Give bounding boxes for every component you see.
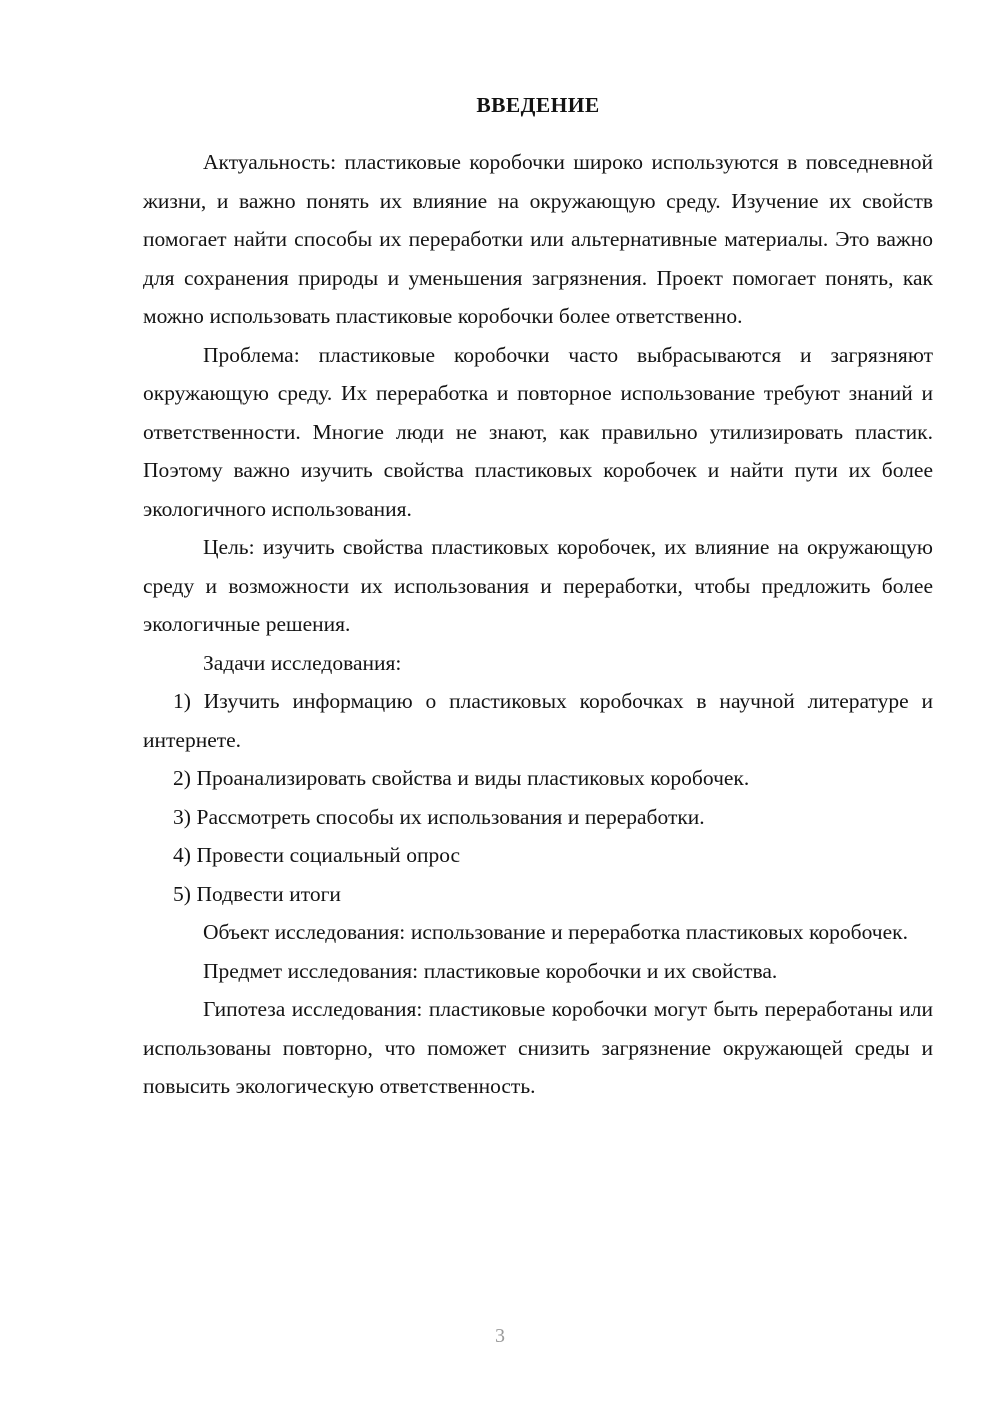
paragraph-problem: Проблема: пластиковые коробочки часто выбрасываются и загрязняют окружающую среду. Их переработка и повторное использование требуют знаний и ответственности. Многие люди не знают, как правильно утилизировать пластик. Поэтому важно изучить свойства пластиковых коробочек и найти пути их более экологичного использования. — [143, 342, 933, 521]
paragraph-subject: Предмет исследования: пластиковые коробочки и их свойства. — [203, 958, 778, 983]
page-title: ВВЕДЕНИЕ — [476, 93, 600, 117]
paragraph-goal: Цель: изучить свойства пластиковых коробочек, их влияние на окружающую среду и возможности их использования и переработки, чтобы предложить более экологичные решения. — [143, 535, 933, 636]
task-list-item-5: 5) Подвести итоги — [173, 881, 341, 906]
task-list-item-2: 2) Проанализировать свойства и виды пластиковых коробочек. — [173, 766, 750, 790]
paragraph-hypothesis: Гипотеза исследования: пластиковые коробочки могут быть переработаны или использованы повторно, что поможет снизить загрязнение окружающей среды и повысить экологическую ответственность. — [143, 997, 933, 1098]
task-list-item-3: 3) Рассмотреть способы их использования и переработки. — [173, 804, 705, 829]
task-list-item-1: 1) Изучить информацию о пластиковых коробочках в научной литературе и интернете. — [143, 689, 933, 752]
page-number: 3 — [495, 1325, 505, 1347]
task-list-item-4: 4) Провести социальный опрос — [173, 843, 461, 867]
paragraph-relevance: Актуальность: пластиковые коробочки широко используются в повседневной жизни, и важно понять их влияние на окружающую среду. Изучение их свойств помогает найти способы их переработки или альтернативные материалы. Это важно для сохранения природы и уменьшения загрязнения. Проект помогает понять, как можно использовать пластиковые коробочки более ответственно. — [143, 150, 933, 328]
tasks-heading: Задачи исследования: — [203, 650, 402, 675]
paragraph-object: Объект исследования: использование и переработка пластиковых коробочек. — [203, 920, 908, 944]
document-body — [143, 86, 933, 1106]
